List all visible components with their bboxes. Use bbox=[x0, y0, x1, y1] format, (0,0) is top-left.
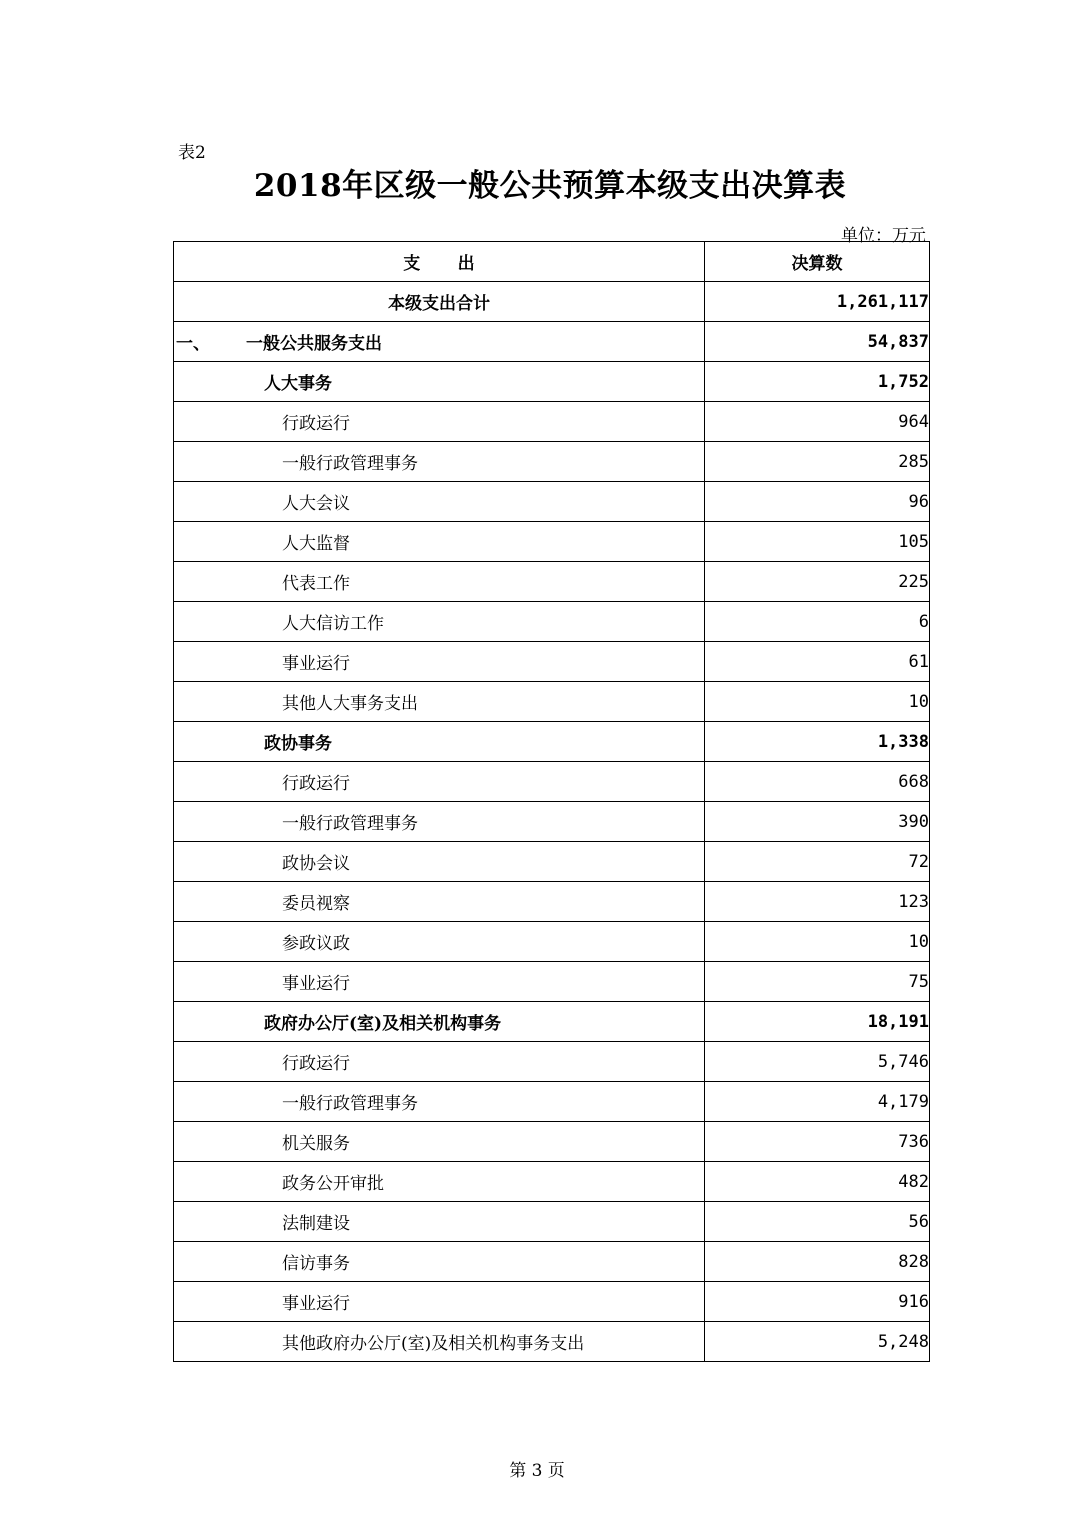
row-label-text: 政协会议 bbox=[282, 854, 350, 874]
row-label bbox=[174, 1242, 705, 1282]
table-row bbox=[174, 922, 930, 962]
table-row bbox=[174, 482, 930, 522]
row-label-text: 事业运行 bbox=[282, 974, 350, 994]
row-amount: 54,837 bbox=[705, 322, 930, 362]
table-row bbox=[174, 722, 930, 762]
row-label-text: 参政议政 bbox=[282, 934, 350, 954]
row-amount: 225 bbox=[705, 562, 930, 602]
total-row bbox=[174, 282, 930, 322]
table-row bbox=[174, 1082, 930, 1122]
row-amount: 5,248 bbox=[705, 1322, 930, 1362]
table-label: 表2 bbox=[178, 143, 206, 163]
row-amount: 75 bbox=[705, 962, 930, 1002]
row-label-text: 代表工作 bbox=[282, 574, 350, 594]
row-label-text: 事业运行 bbox=[282, 654, 350, 674]
row-label-text: 政务公开审批 bbox=[282, 1174, 384, 1194]
row-label bbox=[174, 322, 705, 362]
row-label bbox=[174, 522, 705, 562]
row-label bbox=[174, 1042, 705, 1082]
row-label bbox=[174, 882, 705, 922]
row-amount: 72 bbox=[705, 842, 930, 882]
row-label-text: 人大信访工作 bbox=[282, 614, 384, 634]
table-header-row bbox=[174, 242, 930, 282]
total-label: 本级支出合计 bbox=[174, 282, 705, 322]
row-label bbox=[174, 1202, 705, 1242]
row-label-text: 行政运行 bbox=[282, 774, 350, 794]
row-amount: 828 bbox=[705, 1242, 930, 1282]
row-amount: 96 bbox=[705, 482, 930, 522]
table-row bbox=[174, 762, 930, 802]
row-label bbox=[174, 802, 705, 842]
row-label bbox=[174, 962, 705, 1002]
page-number: 第 3 页 bbox=[509, 1461, 565, 1481]
table-row bbox=[174, 562, 930, 602]
row-label bbox=[174, 922, 705, 962]
row-amount: 390 bbox=[705, 802, 930, 842]
row-amount: 105 bbox=[705, 522, 930, 562]
row-amount: 285 bbox=[705, 442, 930, 482]
row-label-text: 行政运行 bbox=[282, 414, 350, 434]
row-amount: 6 bbox=[705, 602, 930, 642]
row-label-text: 行政运行 bbox=[282, 1054, 350, 1074]
row-label-text: 政协事务 bbox=[264, 734, 332, 754]
row-amount: 4,179 bbox=[705, 1082, 930, 1122]
row-label bbox=[174, 602, 705, 642]
row-label bbox=[174, 562, 705, 602]
table-row bbox=[174, 362, 930, 402]
row-label bbox=[174, 1282, 705, 1322]
row-amount: 10 bbox=[705, 922, 930, 962]
row-label-text: 政府办公厅(室)及相关机构事务 bbox=[264, 1014, 502, 1034]
table-row bbox=[174, 602, 930, 642]
table-row bbox=[174, 1282, 930, 1322]
row-amount: 10 bbox=[705, 682, 930, 722]
row-label-text: 其他人大事务支出 bbox=[282, 694, 418, 714]
row-amount: 5,746 bbox=[705, 1042, 930, 1082]
row-amount: 56 bbox=[705, 1202, 930, 1242]
row-label-text: 一般行政管理事务 bbox=[282, 1094, 418, 1114]
table-row bbox=[174, 1002, 930, 1042]
row-label bbox=[174, 642, 705, 682]
row-amount: 61 bbox=[705, 642, 930, 682]
row-label bbox=[174, 362, 705, 402]
column-header-item bbox=[174, 242, 705, 282]
row-label-text: 一般行政管理事务 bbox=[282, 454, 418, 474]
row-label bbox=[174, 762, 705, 802]
table-row bbox=[174, 1322, 930, 1362]
page-title: 2018年区级一般公共预算本级支出决算表 bbox=[253, 168, 847, 204]
table-row bbox=[174, 322, 930, 362]
row-amount: 123 bbox=[705, 882, 930, 922]
table-row bbox=[174, 522, 930, 562]
table-row bbox=[174, 882, 930, 922]
row-label-text: 事业运行 bbox=[282, 1294, 350, 1314]
row-label bbox=[174, 1082, 705, 1122]
table-row bbox=[174, 1122, 930, 1162]
table-row bbox=[174, 1162, 930, 1202]
row-label bbox=[174, 682, 705, 722]
row-label bbox=[174, 1162, 705, 1202]
row-label bbox=[174, 722, 705, 762]
table-row bbox=[174, 1202, 930, 1242]
row-amount: 668 bbox=[705, 762, 930, 802]
row-amount: 482 bbox=[705, 1162, 930, 1202]
table-row bbox=[174, 682, 930, 722]
row-label-text: 人大事务 bbox=[264, 374, 332, 394]
table-row bbox=[174, 442, 930, 482]
row-label-text: 法制建设 bbox=[282, 1214, 350, 1234]
row-label-text: 一般行政管理事务 bbox=[282, 814, 418, 834]
column-header-item-label: 支出 bbox=[403, 254, 513, 274]
row-label bbox=[174, 1002, 705, 1042]
row-label-text: 其他政府办公厅(室)及相关机构事务支出 bbox=[282, 1334, 585, 1354]
row-amount: 916 bbox=[705, 1282, 930, 1322]
row-label-text: 委员视察 bbox=[282, 894, 350, 914]
table-row bbox=[174, 842, 930, 882]
table-row bbox=[174, 1242, 930, 1282]
row-label-text: 机关服务 bbox=[282, 1134, 350, 1154]
row-amount: 18,191 bbox=[705, 1002, 930, 1042]
row-label-text: 信访事务 bbox=[282, 1254, 350, 1274]
row-label bbox=[174, 402, 705, 442]
row-label-text: 人大监督 bbox=[282, 534, 350, 554]
total-amount: 1,261,117 bbox=[705, 282, 930, 322]
budget-table bbox=[173, 241, 930, 1362]
row-label bbox=[174, 482, 705, 522]
column-header-amount: 决算数 bbox=[705, 242, 930, 282]
row-label-text: 一般公共服务支出 bbox=[246, 334, 382, 354]
row-label bbox=[174, 1322, 705, 1362]
row-amount: 1,752 bbox=[705, 362, 930, 402]
row-amount: 1,338 bbox=[705, 722, 930, 762]
row-amount: 964 bbox=[705, 402, 930, 442]
table-row bbox=[174, 402, 930, 442]
row-label bbox=[174, 442, 705, 482]
table-row bbox=[174, 962, 930, 1002]
row-prefix: 一、 bbox=[176, 334, 210, 354]
row-label-text: 人大会议 bbox=[282, 494, 350, 514]
table-row bbox=[174, 1042, 930, 1082]
row-amount: 736 bbox=[705, 1122, 930, 1162]
row-label bbox=[174, 1122, 705, 1162]
table-row bbox=[174, 642, 930, 682]
unit-label: 单位：万元 bbox=[841, 226, 926, 246]
row-label bbox=[174, 842, 705, 882]
table-row bbox=[174, 802, 930, 842]
